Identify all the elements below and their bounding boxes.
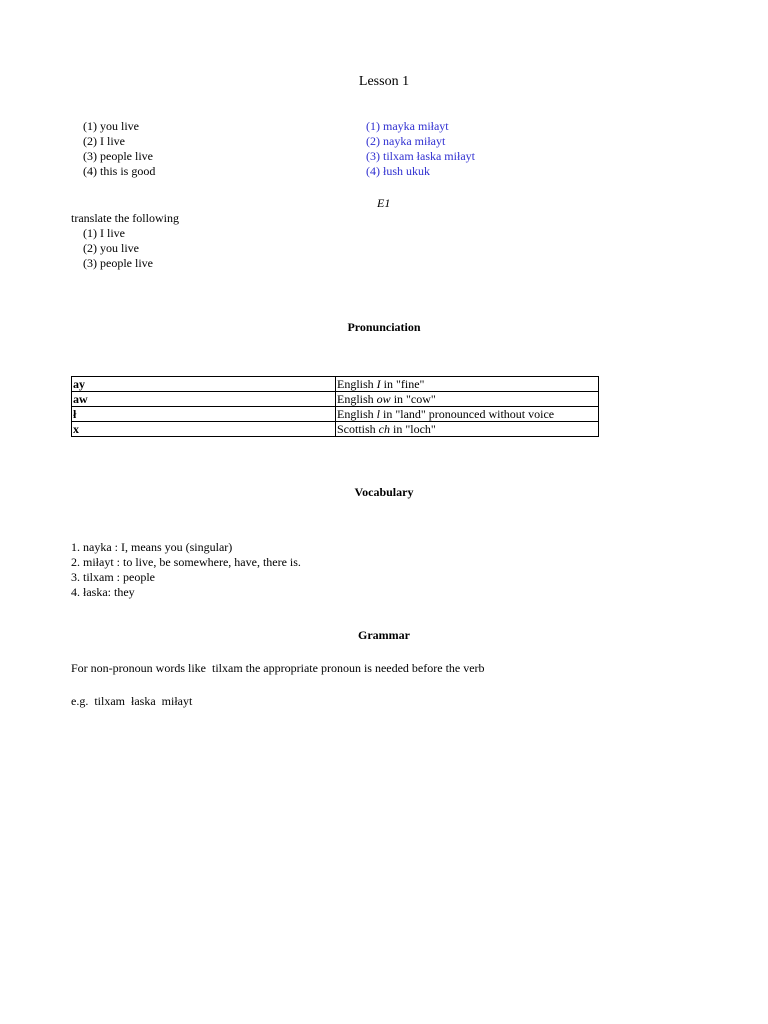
table-row: [72, 407, 599, 422]
page-title: Lesson 1: [358, 74, 410, 89]
example-en-1: (1) you live: [83, 119, 139, 133]
pronunciation-heading: Pronunciation: [347, 320, 421, 334]
exercise-label: E1: [377, 196, 391, 210]
vocabulary-item-2: 2. miłayt : to live, be somewhere, have, there is.: [71, 555, 301, 569]
grammar-heading: Grammar: [358, 628, 410, 642]
description-emphasis: l: [376, 407, 381, 421]
exercise-item-1: (1) I live: [83, 226, 125, 240]
description-text: English: [337, 392, 377, 406]
vocabulary-item-3: 3. tilxam : people: [71, 570, 155, 584]
pronunciation-table: [71, 376, 599, 437]
sound-key: aw: [72, 392, 336, 407]
sound-description: [336, 377, 599, 392]
vocabulary-heading: Vocabulary: [354, 485, 414, 499]
sound-description: [336, 392, 599, 407]
exercise-item-3: (3) people live: [83, 256, 153, 270]
description-emphasis: ch: [378, 422, 390, 436]
table-row: [72, 392, 599, 407]
description-text: in "loch": [390, 422, 436, 436]
description-text: in "land" pronounced without voice: [380, 407, 555, 421]
example-native-2: (2) nayka miłayt: [366, 134, 446, 148]
example-en-4: (4) this is good: [83, 164, 156, 178]
vocabulary-item-1: 1. nayka : I, means you (singular): [71, 540, 233, 554]
table-row: [72, 422, 599, 437]
vocabulary-item-4: 4. łaska: they: [71, 585, 135, 599]
example-en-3: (3) people live: [83, 149, 153, 163]
exercise-instruction: translate the following: [71, 211, 179, 225]
example-en-2: (2) I live: [83, 134, 125, 148]
example-native-4: (4) łush ukuk: [366, 164, 430, 178]
description-emphasis: I: [376, 377, 381, 391]
grammar-text: For non-pronoun words like tilxam the appropriate pronoun is needed before the verb: [71, 661, 485, 675]
description-text: Scottish: [337, 422, 379, 436]
description-text: English: [337, 377, 377, 391]
sound-description: [336, 407, 599, 422]
sound-description: [336, 422, 599, 437]
sound-key: x: [72, 422, 336, 437]
description-text: in "fine": [380, 377, 425, 391]
example-native-1: (1) mayka miłayt: [366, 119, 449, 133]
example-native-3: (3) tilxam łaska miłayt: [366, 149, 475, 163]
grammar-example: e.g. tilxam łaska miłayt: [71, 694, 193, 708]
sound-key: ay: [72, 377, 336, 392]
exercise-item-2: (2) you live: [83, 241, 139, 255]
sound-key: ł: [72, 407, 336, 422]
description-text: English: [337, 407, 377, 421]
description-text: in "cow": [390, 392, 436, 406]
description-emphasis: ow: [376, 392, 391, 406]
table-row: [72, 377, 599, 392]
